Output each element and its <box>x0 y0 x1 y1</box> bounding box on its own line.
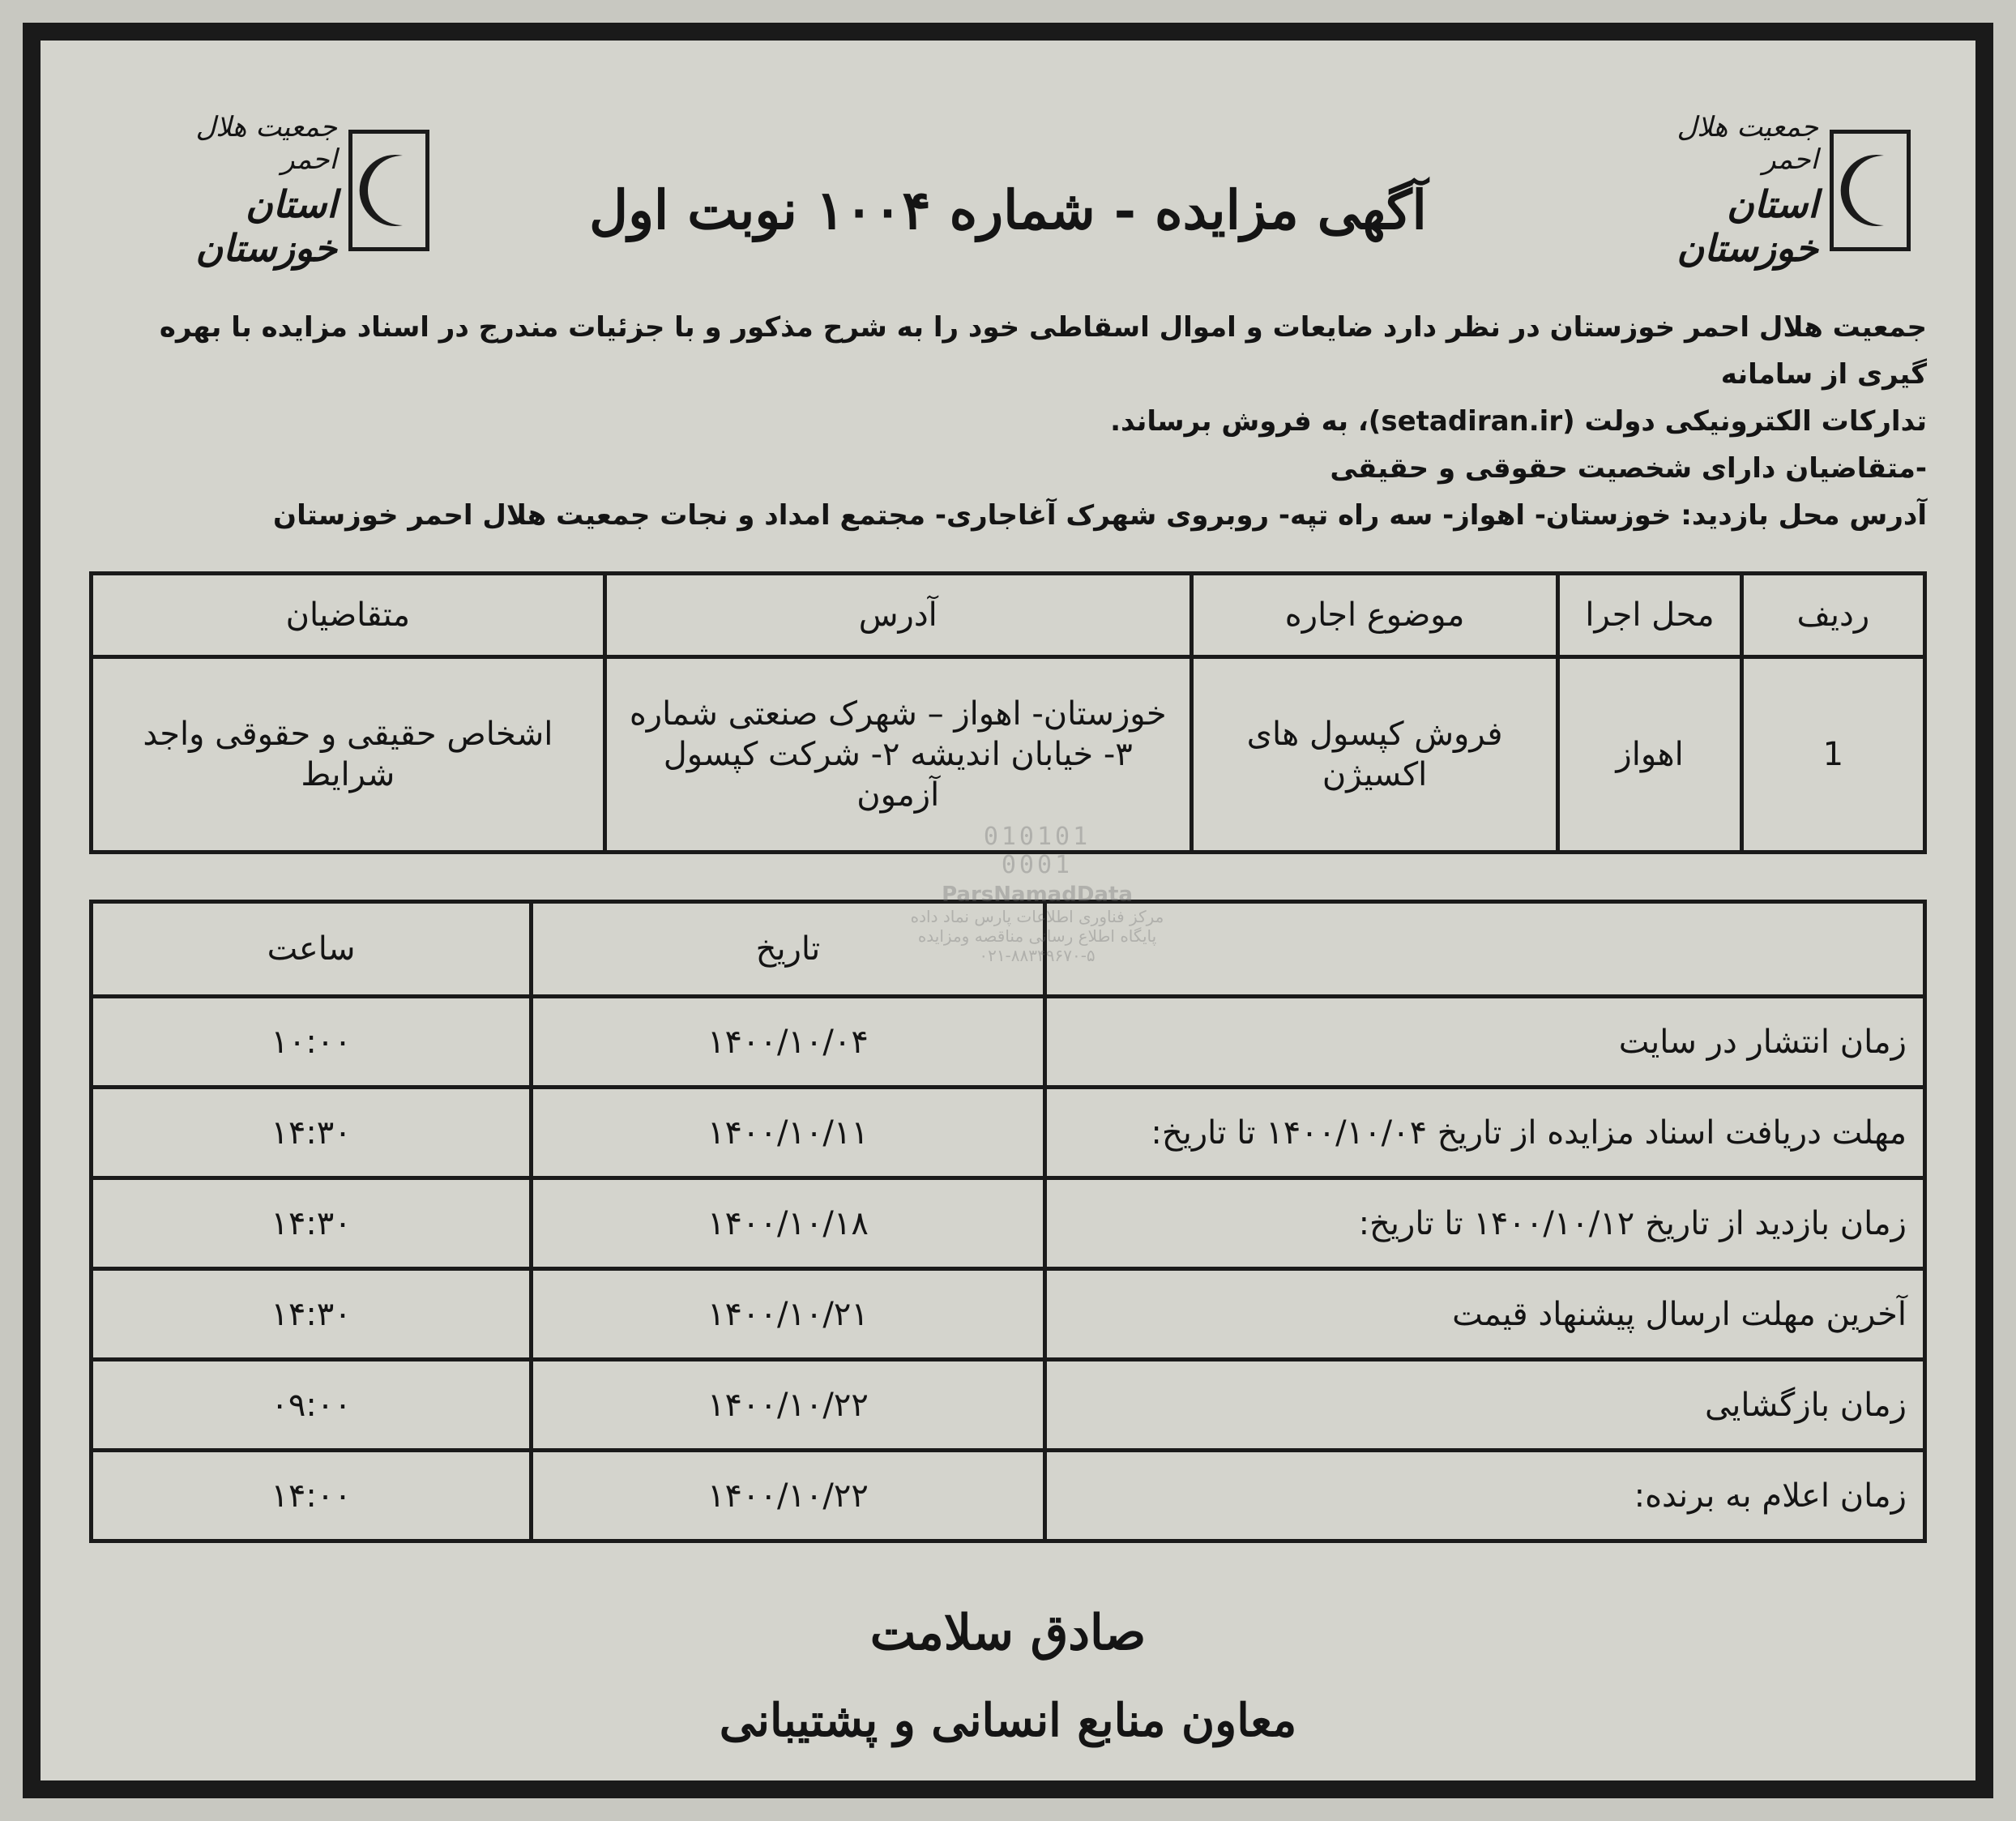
cell-subject: فروش کپسول های اکسیژن <box>1191 657 1558 853</box>
notice-frame <box>23 23 1993 1798</box>
intro-line2-after: )، به فروش برساند. <box>1110 405 1382 438</box>
signatory-name: صادق سلامت <box>869 1605 1147 1661</box>
col-radif: ردیف <box>1741 574 1924 657</box>
schedule-time: ۱۴:۳۰ <box>92 1088 532 1178</box>
watermark-binary2: 0001 <box>1001 851 1074 879</box>
schedule-time: ۱۰:۰۰ <box>92 997 532 1088</box>
table-row <box>92 1269 1925 1360</box>
schedule-label: زمان بازدید از تاریخ ۱۴۰۰/۱۰/۱۲ تا تاریخ: <box>1044 1178 1924 1269</box>
schedule-date: ۱۴۰۰/۱۰/۲۱ <box>532 1269 1045 1360</box>
signatory-role: معاون منابع انسانی و پشتیبانی <box>719 1694 1297 1747</box>
col-location: محل اجرا <box>1558 574 1741 657</box>
schedule-time: ۰۹:۰۰ <box>92 1360 532 1451</box>
watermark-brand: ParsNamadData <box>942 883 1133 907</box>
logo-line1: جمعیت هلال احمر <box>195 111 337 176</box>
notice-title: آگهی مزایده - شماره ۱۰۰۴ نوبت اول <box>589 178 1427 242</box>
intro-line1: جمعیت هلال احمر خوزستان در نظر دارد ضایعات و اموال اسقاطی خود را به شرح مذکور و با جزئیات مندرج در اسناد مزایده با بهره گیری از سامانه <box>159 311 1927 391</box>
table-row <box>92 1178 1925 1269</box>
cell-address: خوزستان- اهواز – شهرک صنعتی شماره ۳- خیابان اندیشه ۲- شرکت کپسول آزمون <box>604 657 1191 853</box>
intro-line3: -متقاضیان دارای شخصیت حقوقی و حقیقی <box>1330 452 1927 485</box>
notice-content <box>89 41 1927 1780</box>
logo-line2: استان خوزستان <box>195 182 337 270</box>
auction-item-table <box>89 571 1927 854</box>
col-subject: موضوع اجاره <box>1191 574 1558 657</box>
schedule-time: ۱۴:۰۰ <box>92 1451 532 1541</box>
setadiran-link[interactable]: setadiran.ir <box>1381 405 1563 438</box>
watermark-sub2: پایگاه اطلاع رسانی مناقصه ومزایده <box>917 926 1157 946</box>
watermark-sub3: ۰۲۱-۸۸۳۴۹۶۷۰-۵ <box>979 946 1096 965</box>
schedule-time: ۱۴:۳۰ <box>92 1269 532 1360</box>
table-row <box>92 1451 1925 1541</box>
table-row <box>92 1360 1925 1451</box>
schedule-label: زمان بازگشایی <box>1044 1360 1924 1451</box>
parsnamad-watermark <box>883 823 1191 1033</box>
schedule-date: ۱۴۰۰/۱۰/۰۴ <box>532 997 1045 1088</box>
schedule-col-time: ساعت <box>92 902 532 997</box>
schedule-date: ۱۴۰۰/۱۰/۲۲ <box>532 1360 1045 1451</box>
col-applicants: متقاضیان <box>92 574 605 657</box>
schedule-time: ۱۴:۳۰ <box>92 1178 532 1269</box>
schedule-label: مهلت دریافت اسناد مزایده از تاریخ ۱۴۰۰/۱۰/۰۴ تا تاریخ: <box>1044 1088 1924 1178</box>
logo-line2: استان خوزستان <box>1676 182 1818 270</box>
cell-applicants: اشخاص حقیقی و حقوقی واجد شرایط <box>92 657 605 853</box>
cell-radif: 1 <box>1741 657 1924 853</box>
schedule-label: زمان اعلام به برنده: <box>1044 1451 1924 1541</box>
intro-line2 <box>89 398 1927 445</box>
intro-text <box>89 304 1927 539</box>
intro-line4: آدرس محل بازدید: خوزستان- اهواز- سه راه تپه- روبروی شهرک آغاجاری- مجتمع امداد و نجات جمعیت هلال احمر خوزستان <box>273 499 1927 532</box>
schedule-date: ۱۴۰۰/۱۰/۱۸ <box>532 1178 1045 1269</box>
schedule-date: ۱۴۰۰/۱۰/۱۱ <box>532 1088 1045 1178</box>
watermark-sub1: مرکز فناوری اطلاعات پارس نماد داده <box>910 907 1164 926</box>
watermark-binary1: 010101 <box>983 823 1091 851</box>
schedule-label: آخرین مهلت ارسال پیشنهاد قیمت <box>1044 1269 1924 1360</box>
schedule-col-date: تاریخ <box>532 902 1045 997</box>
schedule-date: ۱۴۰۰/۱۰/۲۲ <box>532 1451 1045 1541</box>
table-row <box>92 1088 1925 1178</box>
col-address: آدرس <box>604 574 1191 657</box>
intro-line2-before: تدارکات الکترونیکی دولت ( <box>1562 405 1927 438</box>
cell-location: اهواز <box>1558 657 1741 853</box>
table-header-row <box>92 574 1925 657</box>
schedule-label: زمان انتشار در سایت <box>1044 997 1924 1088</box>
logo-line1: جمعیت هلال احمر <box>1676 111 1818 176</box>
